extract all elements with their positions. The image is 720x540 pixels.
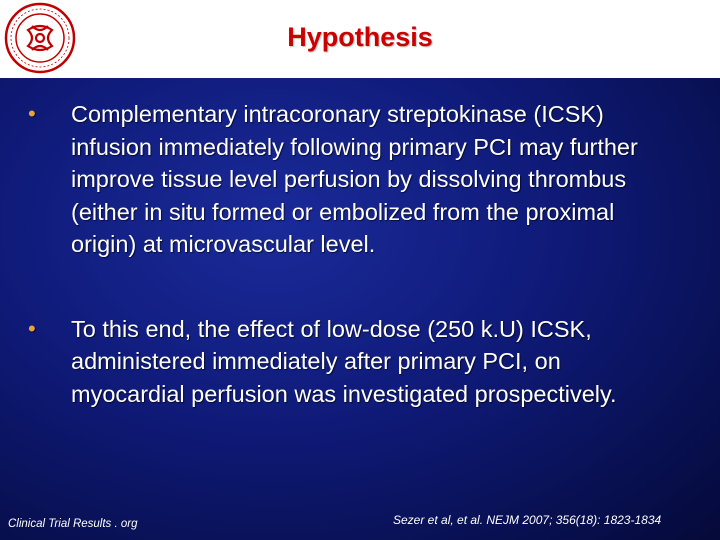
bullet-item [28, 313, 678, 411]
bullet-item [28, 98, 678, 261]
bullet-text: To this end, the effect of low-dose (250 k.U) ICSK, administered immediately after primary PCI, on myocardial perfusion was investigated prospectively. [71, 315, 617, 407]
footer-source: Clinical Trial Results . org [8, 518, 138, 530]
header-band [0, 0, 720, 78]
bullet-marker-icon: • [28, 315, 36, 341]
page-title: Hypothesis [287, 22, 433, 52]
bullet-text: Complementary intracoronary streptokinase (ICSK) infusion immediately following primary PCI may further improve tissue level perfusion by dissolving thrombus (either in situ formed or embolized from the proximal origin) at microvascular level. [71, 101, 638, 257]
footer-citation: Sezer et al, et al. NEJM 2007; 356(18): 1823-1834 [393, 513, 662, 527]
bullet-marker-icon: • [28, 101, 36, 126]
bullet-list [28, 98, 678, 410]
